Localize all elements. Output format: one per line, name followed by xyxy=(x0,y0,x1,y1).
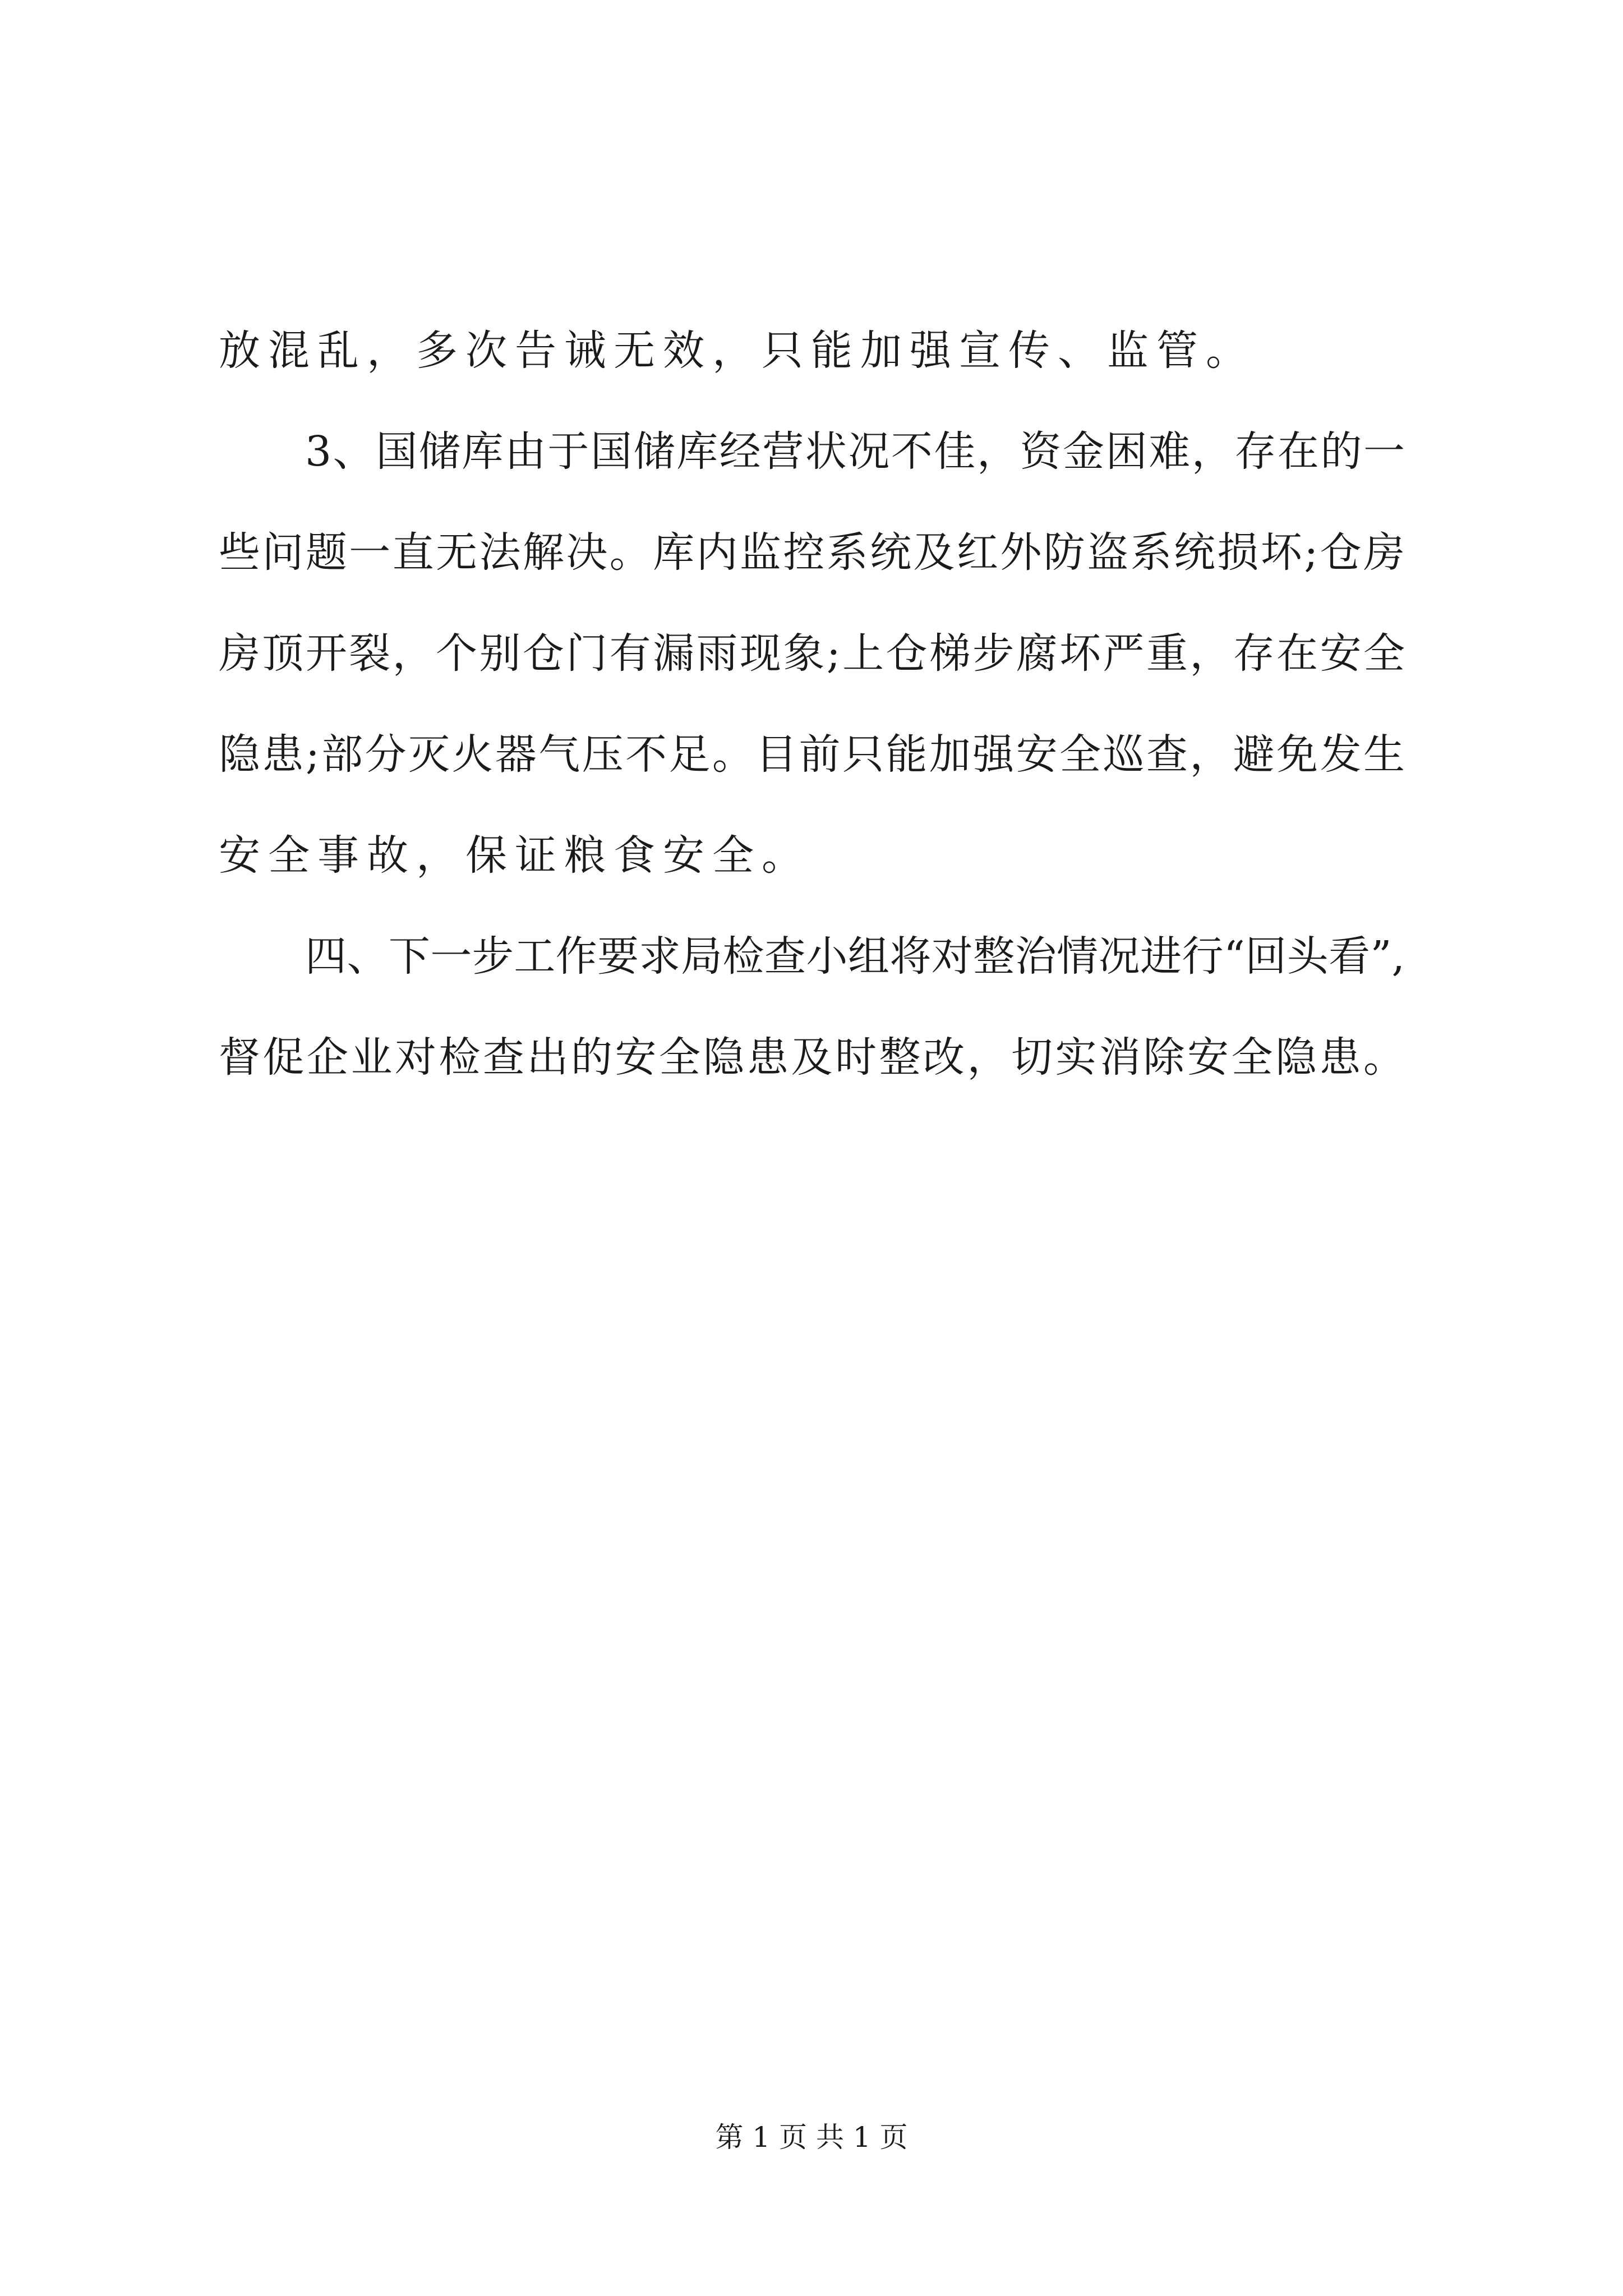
document-body xyxy=(219,300,1405,1108)
text-line: 四、下一步工作要求局检查小组将对整治情况进行“回头看”, xyxy=(305,932,1405,981)
text-line: 隐患;部分灭火器气压不足。目前只能加强安全巡查，避免发生 xyxy=(219,730,1405,779)
text-line: 些问题一直无法解决。库内监控系统及红外防盗系统损坏;仓房 xyxy=(219,528,1405,577)
text-line: 督促企业对检查出的安全隐患及时整改，切实消除安全隐患。 xyxy=(219,1033,1405,1082)
text-line: 放混乱，多次告诫无效，只能加强宣传、监管。 xyxy=(219,326,1255,375)
text-line: 安全事故，保证粮食安全。 xyxy=(219,831,811,880)
page-number-footer: 第 1 页 共 1 页 xyxy=(715,2121,908,2154)
text-line: 3、国储库由于国储库经营状况不佳，资金困难，存在的一 xyxy=(305,427,1405,476)
text-line: 房顶开裂，个别仓门有漏雨现象;上仓梯步腐坏严重，存在安全 xyxy=(219,629,1405,678)
